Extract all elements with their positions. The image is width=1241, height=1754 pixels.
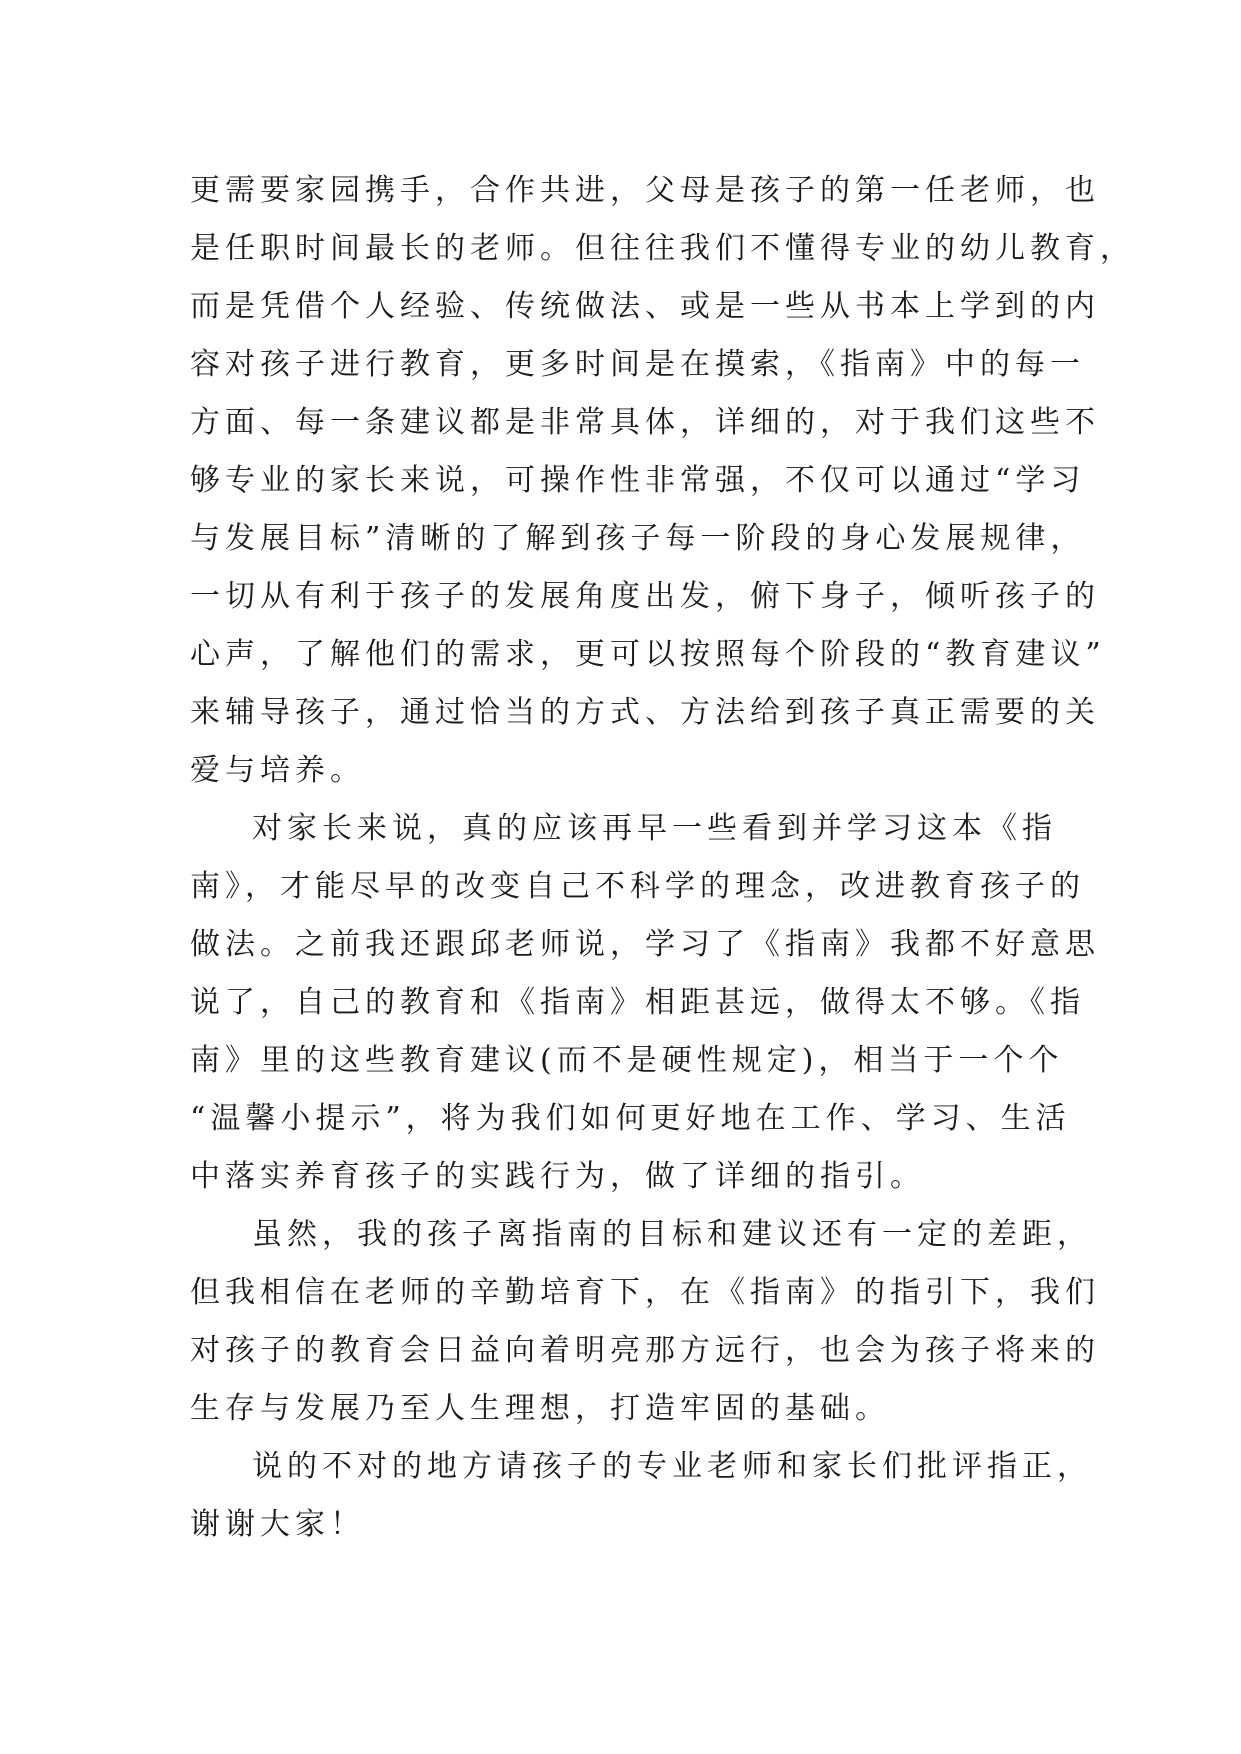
text-line: 够专业的家长来说，可操作性非常强，不仅可以通过“学习 [190, 463, 1086, 498]
text-line: 南》，才能尽早的改变自己不科学的理念，改进教育孩子的 [190, 869, 1085, 904]
text-line: 谢谢大家！ [190, 1507, 365, 1542]
text-line: 南》里的这些教育建议(而不是硬性规定)，相当于一个个 [190, 1043, 1064, 1078]
text-line: 做法。之前我还跟邱老师说，学习了《指南》我都不好意思 [190, 927, 1100, 962]
text-line: 来辅导孩子，通过恰当的方式、方法给到孩子真正需要的关 [190, 695, 1100, 730]
text-line: 容对孩子进行教育，更多时间是在摸索，《指南》中的每一 [190, 347, 1085, 382]
document-body [190, 162, 1135, 1554]
text-line: “温馨小提示”，将为我们如何更好地在工作、学习、生活 [190, 1101, 1071, 1136]
paragraph-start-line: 对家长来说，真的应该再早一些看到并学习这本《指 [252, 811, 1057, 846]
text-line: 爱与培养。 [190, 753, 365, 788]
text-line: 是任职时间最长的老师。但往往我们不懂得专业的幼儿教育， [190, 231, 1135, 266]
text-line: 说了，自己的教育和《指南》相距甚远，做得太不够。《指 [190, 985, 1085, 1020]
text-line: 心声，了解他们的需求，更可以按照每个阶段的“教育建议” [190, 637, 1106, 672]
text-line: 一切从有利于孩子的发展角度出发，俯下身子，倾听孩子的 [190, 579, 1100, 614]
paragraph-start-line: 虽然，我的孩子离指南的目标和建议还有一定的差距， [252, 1217, 1092, 1252]
text-line: 对孩子的教育会日益向着明亮那方远行，也会为孩子将来的 [190, 1333, 1100, 1368]
text-line: 生存与发展乃至人生理想，打造牢固的基础。 [190, 1391, 890, 1426]
paragraph-start-line: 说的不对的地方请孩子的专业老师和家长们批评指正， [252, 1449, 1092, 1484]
text-line: 但我相信在老师的辛勤培育下，在《指南》的指引下，我们 [190, 1275, 1100, 1310]
text-line: 而是凭借个人经验、传统做法、或是一些从书本上学到的内 [190, 289, 1100, 324]
text-line: 更需要家园携手，合作共进，父母是孩子的第一任老师，也 [190, 173, 1100, 208]
text-line: 方面、每一条建议都是非常具体，详细的，对于我们这些不 [190, 405, 1100, 440]
text-line: 与发展目标”清晰的了解到孩子每一阶段的身心发展规律， [190, 521, 1086, 556]
text-line: 中落实养育孩子的实践行为，做了详细的指引。 [190, 1159, 925, 1194]
